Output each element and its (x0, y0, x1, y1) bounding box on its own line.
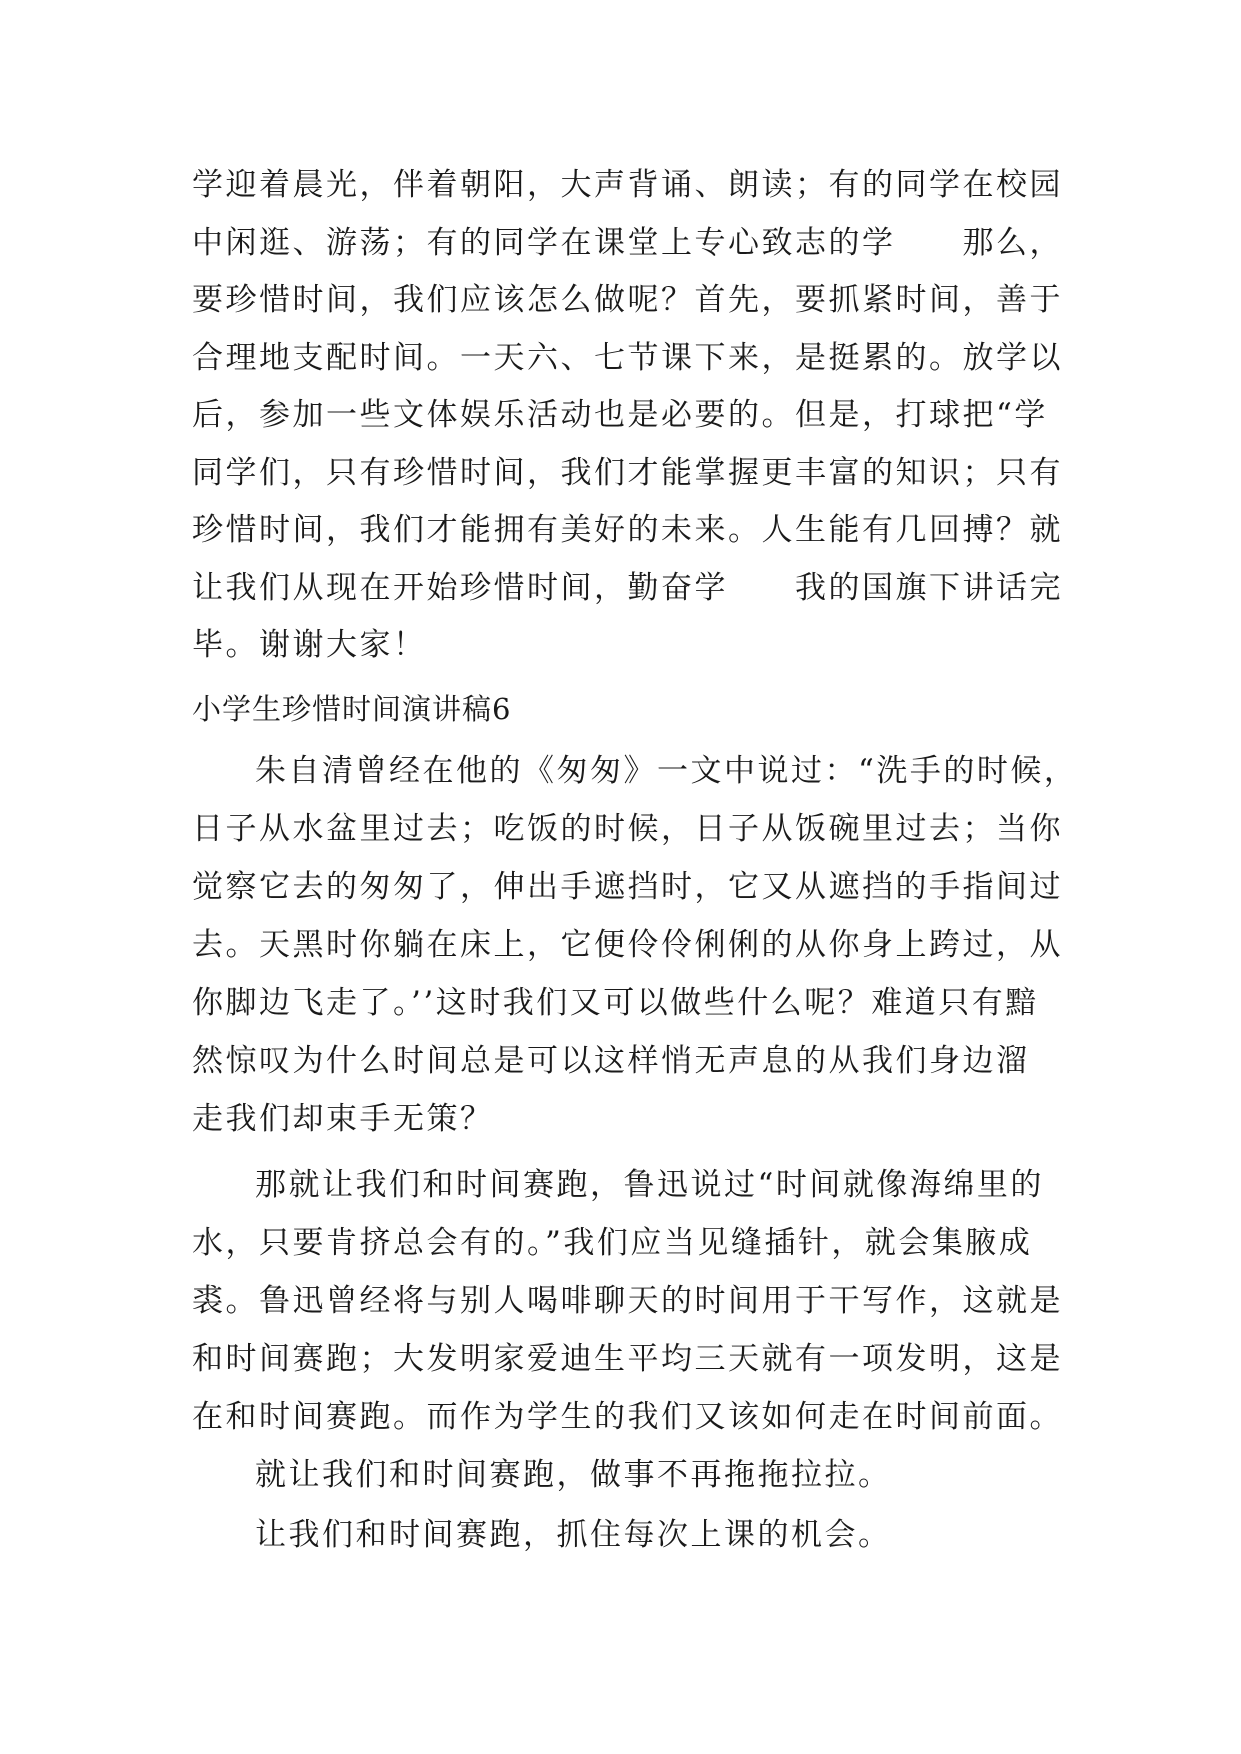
paragraph-line: 去。天黑时你躺在床上，它便伶伶俐俐的从你身上跨过，从 (192, 927, 1063, 963)
paragraph-line: 让我们和时间赛跑，抓住每次上课的机会。 (255, 1517, 892, 1553)
paragraph-line: 走我们却束手无策？ (192, 1101, 494, 1137)
section-title: 小学生珍惜时间演讲稿6 (192, 692, 512, 726)
paragraph-line: 那就让我们和时间赛跑，鲁迅说过“时间就像海绵里的 (255, 1167, 1044, 1203)
text-line: 要珍惜时间，我们应该怎么做呢？首先，要抓紧时间，善于 (192, 282, 1063, 318)
text-line: 让我们从现在开始珍惜时间，勤奋学 我的国旗下讲话完 (192, 570, 1063, 606)
paragraph-line: 水，只要肯挤总会有的。”我们应当见缝插针，就会集腋成 (192, 1225, 1033, 1261)
text-line: 同学们，只有珍惜时间，我们才能掌握更丰富的知识；只有 (192, 455, 1063, 491)
paragraph-line: 裘。鲁迅曾经将与别人喝啡聊天的时间用于干写作，这就是 (192, 1283, 1063, 1319)
paragraph-line: 你脚边飞走了。’’这时我们又可以做些什么呢？难道只有黯 (192, 985, 1039, 1021)
text-line: 合理地支配时间。一天六、七节课下来，是挺累的。放学以 (192, 340, 1063, 376)
paragraph-line: 然惊叹为什么时间总是可以这样悄无声息的从我们身边溜 (192, 1043, 1030, 1079)
paragraph-line: 和时间赛跑；大发明家爱迪生平均三天就有一项发明，这是 (192, 1341, 1063, 1377)
paragraph-line: 在和时间赛跑。而作为学生的我们又该如何走在时间前面。 (192, 1399, 1063, 1435)
paragraph-line: 觉察它去的匆匆了，伸出手遮挡时，它又从遮挡的手指间过 (192, 869, 1063, 905)
paragraph-line: 就让我们和时间赛跑，做事不再拖拖拉拉。 (255, 1457, 892, 1493)
paragraph-line: 朱自清曾经在他的《匆匆》一文中说过：“洗手的时候， (255, 753, 1078, 789)
paragraph-line: 日子从水盆里过去；吃饭的时候，日子从饭碗里过去；当你 (192, 811, 1063, 847)
text-line: 毕。谢谢大家！ (192, 627, 427, 663)
text-line: 学迎着晨光，伴着朝阳，大声背诵、朗读；有的同学在校园 (192, 167, 1063, 203)
text-line: 中闲逛、游荡；有的同学在课堂上专心致志的学 那么， (192, 225, 1063, 261)
text-line: 珍惜时间，我们才能拥有美好的未来。人生能有几回搏？就 (192, 512, 1063, 548)
text-line: 后，参加一些文体娱乐活动也是必要的。但是，打球把“学 (192, 397, 1048, 433)
